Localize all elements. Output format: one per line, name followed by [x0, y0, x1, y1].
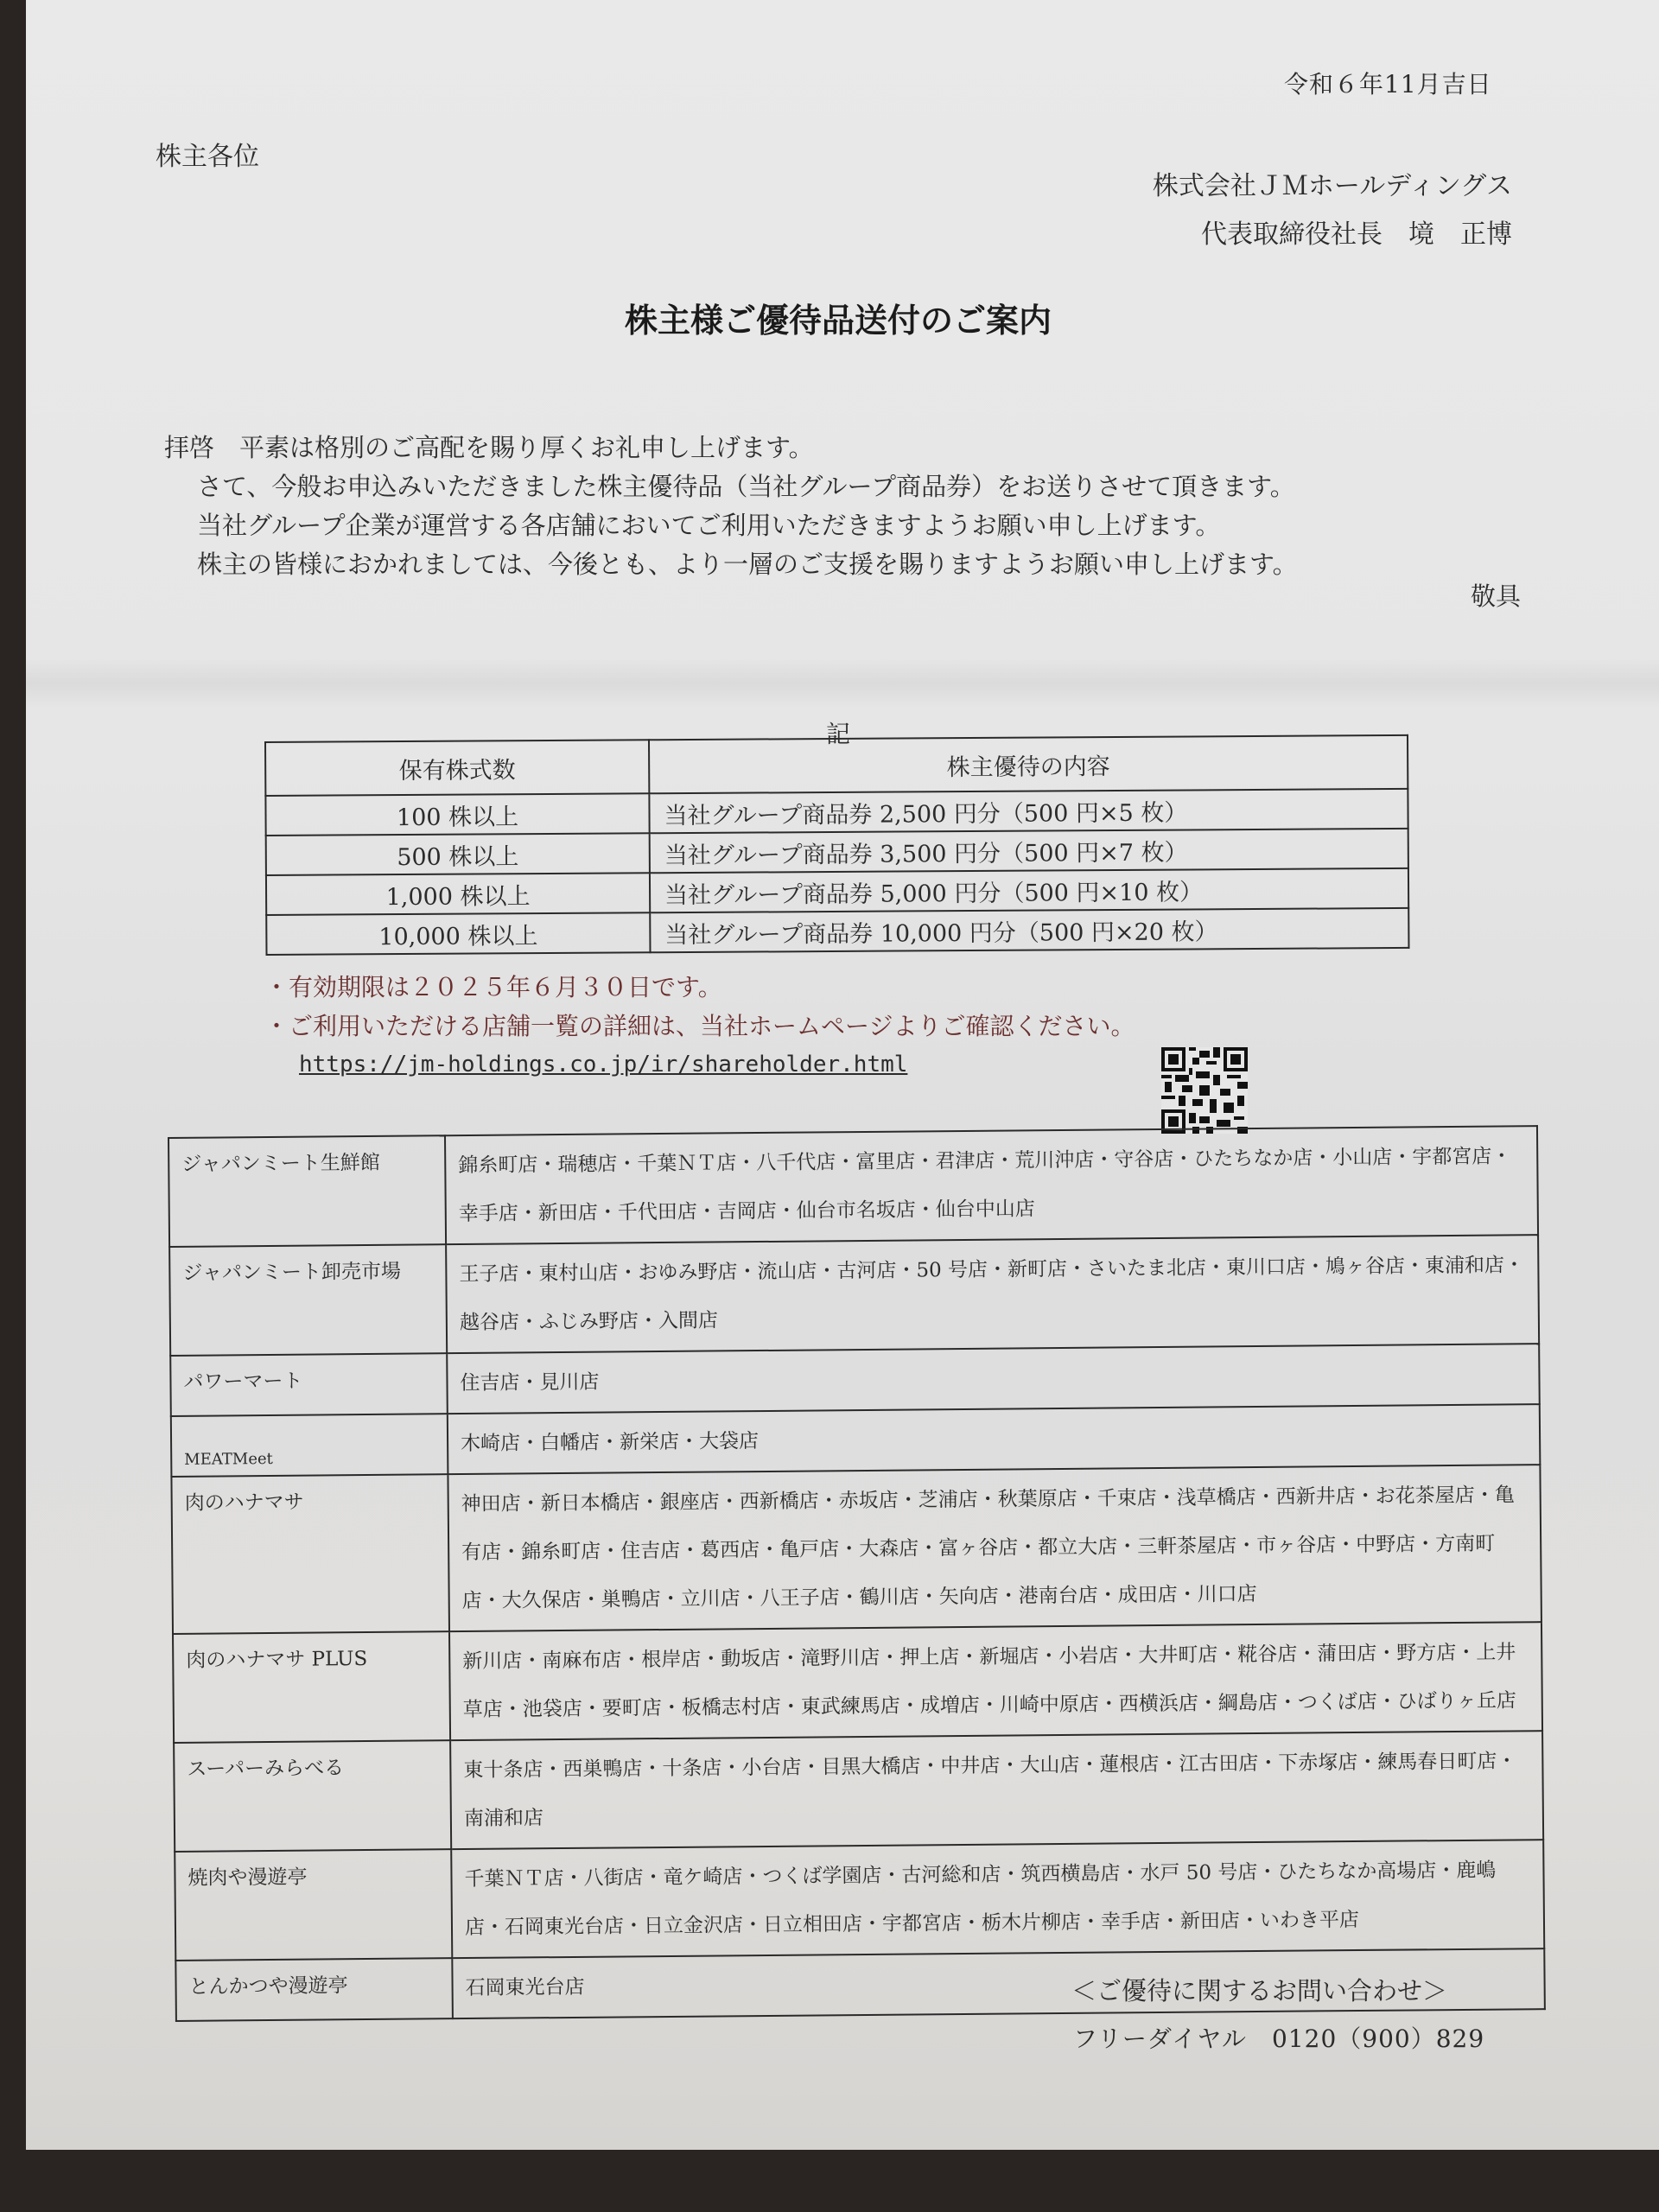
store-row — [175, 1840, 1544, 1961]
shares-cell: 1,000 株以上 — [266, 873, 650, 915]
brand-name: スーパーみらべる — [174, 1740, 451, 1852]
store-row — [169, 1235, 1539, 1356]
qr-code-icon — [1161, 1047, 1248, 1134]
store-list: 千葉ＮＴ店・八街店・竜ケ崎店・つくば学園店・古河総和店・筑西横島店・水戸 50 号店・ひたちなか高場店・鹿嶋店・石岡東光台店・日立金沢店・日立相田店・宇都宮店・栃木片柳店・幸手店・新田店・いわき平店 — [451, 1840, 1544, 1958]
body-line-1: 拝啓 平素は格別のご高配を賜り厚くお礼申し上げます。 — [164, 433, 814, 462]
brand-name: MEATMeet — [171, 1414, 448, 1477]
store-list: 石岡東光台店 — [452, 1948, 1545, 2018]
brand-name: ジャパンミート卸売市場 — [169, 1244, 447, 1356]
store-list: 木崎店・白幡店・新栄店・大袋店 — [448, 1404, 1541, 1474]
benefit-cell: 当社グループ商品券 3,500 円分（500 円×7 枚） — [650, 829, 1408, 873]
stores-info-note: ・ご利用いただける店舗一覧の詳細は、当社ホームページよりご確認ください。 — [264, 1012, 1135, 1040]
paper-fold — [26, 657, 1659, 709]
contact-phone: フリーダイヤル 0120（900）829 — [1073, 2024, 1485, 2053]
store-row — [173, 1622, 1542, 1743]
shares-cell: 500 株以上 — [266, 833, 650, 875]
table-row — [265, 789, 1408, 836]
letter-title: 株主様ご優待品送付のご案内 — [624, 301, 1052, 340]
store-list: 東十条店・西巣鴨店・十条店・小台店・目黒大橋店・中井店・大山店・蓮根店・江古田店・下赤塚店・練馬春日町店・南浦和店 — [450, 1731, 1543, 1849]
brand-name: 焼肉や漫遊亭 — [175, 1849, 452, 1961]
store-list-table — [168, 1125, 1546, 2022]
letter-date: 令和６年11月吉日 — [1284, 70, 1492, 99]
closing: 敬具 — [1470, 582, 1521, 611]
body-line-2: さて、今般お申込みいただきました株主優待品（当社グループ商品券）をお送りさせて頂きます。 — [197, 472, 1295, 501]
benefit-tier-table — [264, 734, 1409, 956]
body-line-4: 株主の皆様におかれましては、今後とも、より一層のご支援を賜りますようお願い申し上げます。 — [197, 550, 1298, 579]
table-header-row — [265, 735, 1408, 796]
company-name: 株式会社ＪＭホールディングス — [1152, 171, 1512, 201]
body-line-3: 当社グループ企業が運営する各店舗においてご利用いただきますようお願い申し上げます。 — [197, 511, 1221, 540]
addressee: 株主各位 — [156, 142, 259, 172]
store-list: 王子店・東村山店・おゆみ野店・流山店・古河店・50 号店・新町店・さいたま北店・東川口店・鳩ヶ谷店・東浦和店・越谷店・ふじみ野店・入間店 — [446, 1235, 1539, 1353]
store-row — [171, 1465, 1541, 1634]
brand-name: パワーマート — [170, 1353, 448, 1416]
store-row — [168, 1126, 1538, 1247]
contact-heading: ＜ご優待に関するお問い合わせ＞ — [1071, 1976, 1448, 2005]
representative-name: 代表取締役社長 境 正博 — [1201, 219, 1512, 250]
brand-name: 肉のハナマサ — [171, 1474, 449, 1634]
shareholder-url-link[interactable]: https://jm-holdings.co.jp/ir/shareholder.html — [299, 1052, 908, 1077]
header-benefit: 株主優待の内容 — [649, 735, 1408, 793]
expiry-note: ・有効期限は２０２５年６月３０日です。 — [264, 973, 722, 1001]
table-row — [266, 868, 1408, 915]
shares-cell: 100 株以上 — [265, 793, 649, 836]
brand-name: とんかつや漫遊亭 — [175, 1958, 453, 2021]
store-list: 錦糸町店・瑞穂店・千葉ＮＴ店・八千代店・富里店・君津店・荒川沖店・守谷店・ひたちなか店・小山店・宇都宮店・幸手店・新田店・千代田店・吉岡店・仙台市名坂店・仙台中山店 — [445, 1126, 1538, 1244]
store-list: 神田店・新日本橋店・銀座店・西新橋店・赤坂店・芝浦店・秋葉原店・千束店・浅草橋店・西新井店・お花茶屋店・亀有店・錦糸町店・住吉店・葛西店・亀戸店・大森店・富ヶ谷店・都立大店・三軒茶屋店・市ヶ谷店・中野店・方南町店・大久保店・巣鴨店・立川店・八王子店・鶴川店・矢向店・港南台店・成田店・川口店 — [448, 1465, 1541, 1631]
notes — [264, 968, 1135, 1084]
letter-body — [164, 429, 1298, 584]
table-row — [266, 829, 1408, 875]
benefit-cell: 当社グループ商品券 5,000 円分（500 円×10 枚） — [650, 868, 1408, 912]
header-shares: 保有株式数 — [265, 740, 649, 796]
brand-name: ジャパンミート生鮮館 — [168, 1135, 446, 1247]
shares-cell: 10,000 株以上 — [266, 912, 650, 955]
benefit-cell: 当社グループ商品券 2,500 円分（500 円×5 枚） — [649, 789, 1408, 833]
store-list: 住吉店・見川店 — [447, 1344, 1540, 1414]
brand-name: 肉のハナマサ PLUS — [173, 1631, 450, 1743]
ki-heading: 記 — [825, 720, 850, 748]
store-row — [174, 1731, 1543, 1852]
table-row — [266, 908, 1408, 955]
store-list: 新川店・南麻布店・根岸店・動坂店・滝野川店・押上店・新堀店・小岩店・大井町店・糀谷店・蒲田店・野方店・上井草店・池袋店・要町店・板橋志村店・東武練馬店・成増店・川崎中原店・西横浜店・綱島店・つくば店・ひばりヶ丘店 — [449, 1622, 1542, 1740]
benefit-cell: 当社グループ商品券 10,000 円分（500 円×20 枚） — [650, 908, 1408, 952]
